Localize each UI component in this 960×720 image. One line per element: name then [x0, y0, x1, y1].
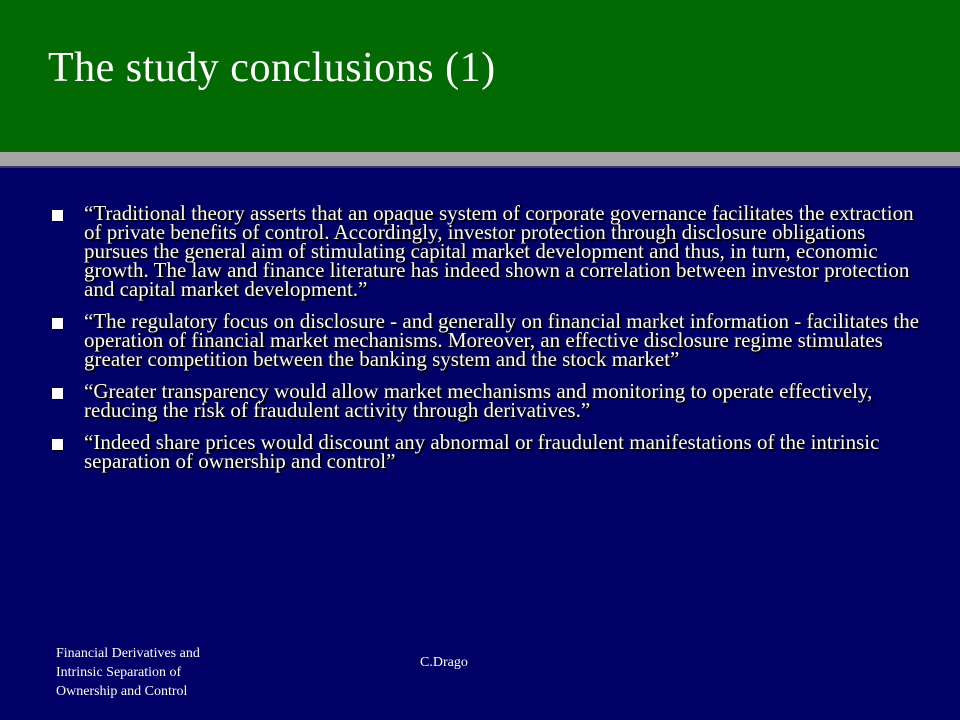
bullet-list — [52, 201, 922, 484]
footer-title-line: Ownership and Control — [56, 684, 188, 699]
square-bullet-icon — [52, 439, 63, 450]
slide-title: The study conclusions (1) — [48, 45, 496, 91]
footer-author: C.Drago — [420, 655, 468, 670]
square-bullet-icon — [52, 210, 63, 221]
title-bar — [0, 0, 960, 153]
bullet-item — [52, 379, 922, 422]
bullet-item — [52, 201, 922, 301]
footer-title-line: Financial Derivatives and — [56, 646, 200, 661]
bullet-text: “The regulatory focus on disclosure - and generally on financial market information - facilitates the operation of financial market mechanisms. Moreover, an effective disclosure regime stimulates greater competition between the banking system and the stock market” — [84, 309, 920, 371]
bullet-item — [52, 309, 922, 371]
bullet-item — [52, 430, 922, 473]
footer-title-line: Intrinsic Separation of — [56, 665, 182, 680]
bullet-text: “Traditional theory asserts that an opaque system of corporate governance facilitates the extraction of private benefits of control. Accordingly, investor protection through disclosure obligations pursues the general aim of stimulating capital market development and thus, in turn, economic growth. The law and finance literature has indeed shown a correlation between investor protection and capital market development.” — [84, 201, 914, 301]
title-separator-bar — [0, 152, 960, 168]
footer-presentation-title — [56, 644, 286, 701]
square-bullet-icon — [52, 318, 63, 329]
bullet-text: “Indeed share prices would discount any abnormal or fraudulent manifestations of the intrinsic separation of ownership and control” — [84, 430, 880, 473]
square-bullet-icon — [52, 388, 63, 399]
bullet-text: “Greater transparency would allow market mechanisms and monitoring to operate effectively, reducing the risk of fraudulent activity through derivatives.” — [84, 379, 873, 422]
